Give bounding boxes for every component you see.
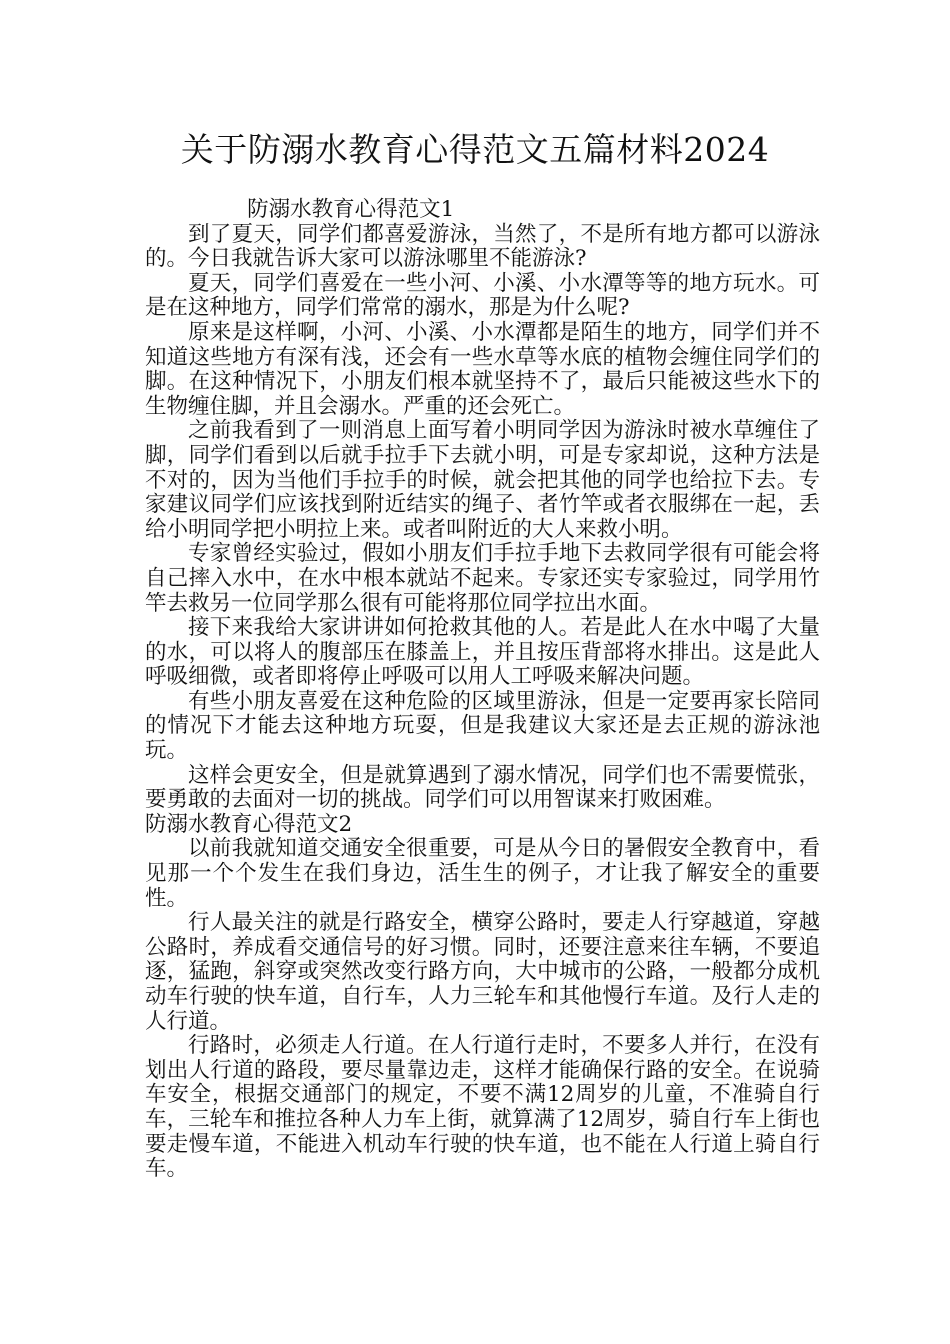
document-title: 关于防溺水教育心得范文五篇材料2024 <box>180 130 770 169</box>
paragraph: 接下来我给大家讲讲如何抢救其他的人。若是此人在水中喝了大量的水，可以将人的腹部压在膝盖上，并且按压背部将水排出。这是此人呼吸细微，或者即将停止呼吸可以用人工呼吸来解决问题。 <box>145 615 820 690</box>
document-body <box>145 198 820 1182</box>
paragraph: 夏天，同学们喜爱在一些小河、小溪、小水潭等等的地方玩水。可是在这种地方，同学们常常的溺水，那是为什么呢? <box>145 270 820 321</box>
paragraph: 这样会更安全，但是就算遇到了溺水情况，同学们也不需要慌张，要勇敢的去面对一切的挑战。同学们可以用智谋来打败困难。 <box>145 762 820 813</box>
paragraph: 之前我看到了一则消息上面写着小明同学因为游泳时被水草缠住了脚，同学们看到以后就手拉手下去就小明，可是专家却说，这种方法是不对的，因为当他们手拉手的时候，就会把其他的同学也给拉下去。专家建议同学们应该找到附近结实的绳子、者竹竿或者衣服绑在一起，丢给小明同学把小明拉上来。或者叫附近的大人来救小明。 <box>145 418 820 542</box>
paragraph: 原来是这样啊，小河、小溪、小水潭都是陌生的地方，同学们并不知道这些地方有深有浅，还会有一些水草等水底的植物会缠住同学们的脚。在这种情况下，小朋友们根本就坚持不了，最后只能被这些水下的生物缠住脚，并且会溺水。严重的还会死亡。 <box>145 319 820 419</box>
paragraph: 有些小朋友喜爱在这种危险的区域里游泳，但是一定要再家长陪同的情况下才能去这种地方玩耍，但是我建议大家还是去正规的游泳池玩。 <box>145 688 820 764</box>
paragraph: 以前我就知道交通安全很重要，可是从今日的暑假安全教育中，看见那一个个发生在我们身边，活生生的例子，才让我了解安全的重要性。 <box>145 836 820 911</box>
section-heading-1: 防溺水教育心得范文1 <box>247 197 455 222</box>
paragraph: 行路时，必须走人行道。在人行道行走时，不要多人并行，在没有划出人行道的路段，要尽量靠边走，这样才能确保行路的安全。在说骑车安全，根据交通部门的规定，不要不满12周岁的儿童，不准骑自行车，三轮车和推拉各种人力车上街，就算满了12周岁，骑自行车上街也要走慢车道，不能进入机动车行驶的快车道，也不能在人行道上骑自行车。 <box>145 1033 820 1182</box>
paragraph: 专家曾经实验过，假如小朋友们手拉手地下去救同学很有可能会将自己摔入水中，在水中根本就站不起来。专家还实专家验过，同学用竹竿去救另一位同学那么很有可能将那位同学拉出水面。 <box>145 541 820 616</box>
paragraph: 行人最关注的就是行路安全，横穿公路时，要走人行穿越道，穿越公路时，养成看交通信号的好习惯。同时，还要注意来往车辆，不要追逐，猛跑，斜穿或突然改变行路方向，大中城市的公路，一般都分成机动车行驶的快车道，自行车，人力三轮车和其他慢行车道。及行人走的人行道。 <box>145 910 820 1034</box>
paragraph: 到了夏天，同学们都喜爱游泳，当然了，不是所有地方都可以游泳的。今日我就告诉大家可以游泳哪里不能游泳? <box>145 221 820 272</box>
section-heading-2: 防溺水教育心得范文2 <box>145 811 353 837</box>
